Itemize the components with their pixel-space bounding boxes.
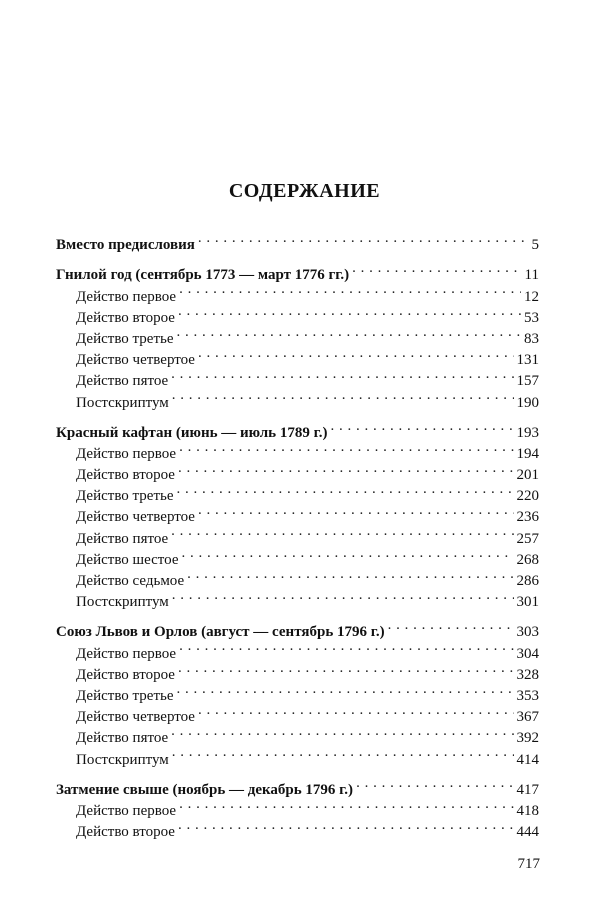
toc-entry-page: 392 xyxy=(516,730,539,747)
leader-dots xyxy=(198,343,514,364)
toc-entry-page: 5 xyxy=(531,237,539,254)
toc-entry-title: Действо третье xyxy=(76,330,174,347)
toc-entry-title: Действо второе xyxy=(76,309,175,326)
toc-entry-title: Действо пятое xyxy=(76,730,169,747)
toc-entry-title: Действо четвертое xyxy=(76,509,195,526)
toc-entry-page: 301 xyxy=(516,594,539,611)
toc-entry-page: 131 xyxy=(516,352,539,369)
toc-entry-title: Действо первое xyxy=(76,288,177,305)
leader-dots xyxy=(179,636,513,657)
toc-entry-title: Союз Львов и Орлов (август — сентябрь 1796 г.) xyxy=(56,624,385,641)
toc-entry-page: 12 xyxy=(524,288,539,305)
leader-dots xyxy=(178,301,521,322)
page-title: СОДЕРЖАНИЕ xyxy=(228,180,381,202)
leader-dots xyxy=(352,258,521,279)
toc-entry-title: Вместо предисловия xyxy=(56,237,195,254)
leader-dots xyxy=(179,437,513,458)
toc-entry-title: Действо второе xyxy=(76,467,175,484)
toc-entry-page: 193 xyxy=(516,424,539,441)
toc-entry-title: Действо второе xyxy=(76,666,175,683)
toc-entry-title: Действо седьмое xyxy=(76,573,185,589)
toc-sections xyxy=(56,249,539,841)
toc-entry-title: Действо первое xyxy=(76,802,177,819)
toc-entry-title: Гнилой год (сентябрь 1773 — март 1776 гг.) xyxy=(56,267,350,284)
toc-entry-page: 157 xyxy=(516,373,539,390)
toc-entry-title: Действо первое xyxy=(76,445,177,462)
leader-dots xyxy=(177,679,514,700)
toc-section-heading[interactable] xyxy=(56,615,539,641)
toc-section-heading[interactable] xyxy=(56,258,539,284)
toc-entry-page: 304 xyxy=(516,645,539,662)
toc-entry-page: 328 xyxy=(516,666,539,683)
toc-entry-title: Постскриптум xyxy=(76,594,169,611)
leader-dots xyxy=(177,479,514,500)
leader-dots xyxy=(172,385,514,406)
toc-entry-title: Действо четвертое xyxy=(76,352,195,369)
toc-entry-title: Действо пятое xyxy=(76,530,169,547)
leader-dots xyxy=(172,742,514,763)
leader-dots xyxy=(179,279,521,300)
toc-entry-preface[interactable] xyxy=(56,228,539,254)
page-number: 717 xyxy=(517,856,540,872)
toc-entry-title: Действо третье xyxy=(76,687,174,704)
toc-entry-title: Постскриптум xyxy=(76,394,169,411)
leader-dots xyxy=(178,815,514,836)
leader-dots xyxy=(198,500,514,521)
toc-entry-page: 414 xyxy=(516,751,539,768)
leader-dots xyxy=(198,228,529,249)
toc-entry-page: 303 xyxy=(516,624,539,641)
toc-entry-page: 444 xyxy=(516,824,539,841)
leader-dots xyxy=(178,658,514,679)
toc-entry-title: Красный кафтан (июнь — июль 1789 г.) xyxy=(56,424,328,441)
toc-entry-title: Действо пятое xyxy=(76,373,169,390)
table-of-contents xyxy=(56,228,539,841)
toc-entry-page: 11 xyxy=(524,267,539,284)
toc-entry-title: Действо второе xyxy=(76,824,175,841)
toc-entry-page: 418 xyxy=(516,802,539,819)
leader-dots xyxy=(172,585,514,606)
toc-entry-page: 236 xyxy=(516,509,539,526)
leader-dots xyxy=(171,721,513,742)
toc-section-heading[interactable] xyxy=(56,773,539,798)
toc-entry-page: 268 xyxy=(516,551,539,568)
toc-entry-page: 353 xyxy=(516,687,539,704)
toc-entry-page: 53 xyxy=(524,309,539,326)
toc-entry-title: Действо третье xyxy=(76,488,174,505)
toc-entry-page: 367 xyxy=(516,709,539,726)
leader-dots xyxy=(388,615,514,636)
leader-dots xyxy=(178,458,514,479)
leader-dots xyxy=(177,322,522,343)
toc-section-heading[interactable] xyxy=(56,416,539,441)
leader-dots xyxy=(330,416,513,437)
toc-entry-page: 83 xyxy=(524,330,539,347)
leader-dots xyxy=(171,521,513,542)
toc-entry-title: Действо шестое xyxy=(76,551,179,568)
toc-entry-page: 257 xyxy=(516,530,539,547)
toc-entry-page: 220 xyxy=(516,488,539,505)
leader-dots xyxy=(187,564,513,585)
leader-dots xyxy=(356,773,513,794)
toc-entry-page: 286 xyxy=(516,573,539,589)
toc-entry-page: 194 xyxy=(516,445,539,462)
toc-entry-title: Действо первое xyxy=(76,645,177,662)
leader-dots xyxy=(171,364,513,385)
toc-entry-title: Постскриптум xyxy=(76,751,169,768)
toc-entry-page: 417 xyxy=(516,781,539,798)
toc-entry-title: Затмение свыше (ноябрь — декабрь 1796 г.) xyxy=(56,781,354,798)
leader-dots xyxy=(181,543,513,564)
toc-entry-page: 201 xyxy=(516,467,539,484)
toc-entry-title: Действо четвертое xyxy=(76,709,195,726)
leader-dots xyxy=(198,700,514,721)
toc-entry-page: 190 xyxy=(516,394,539,411)
leader-dots xyxy=(179,794,513,815)
